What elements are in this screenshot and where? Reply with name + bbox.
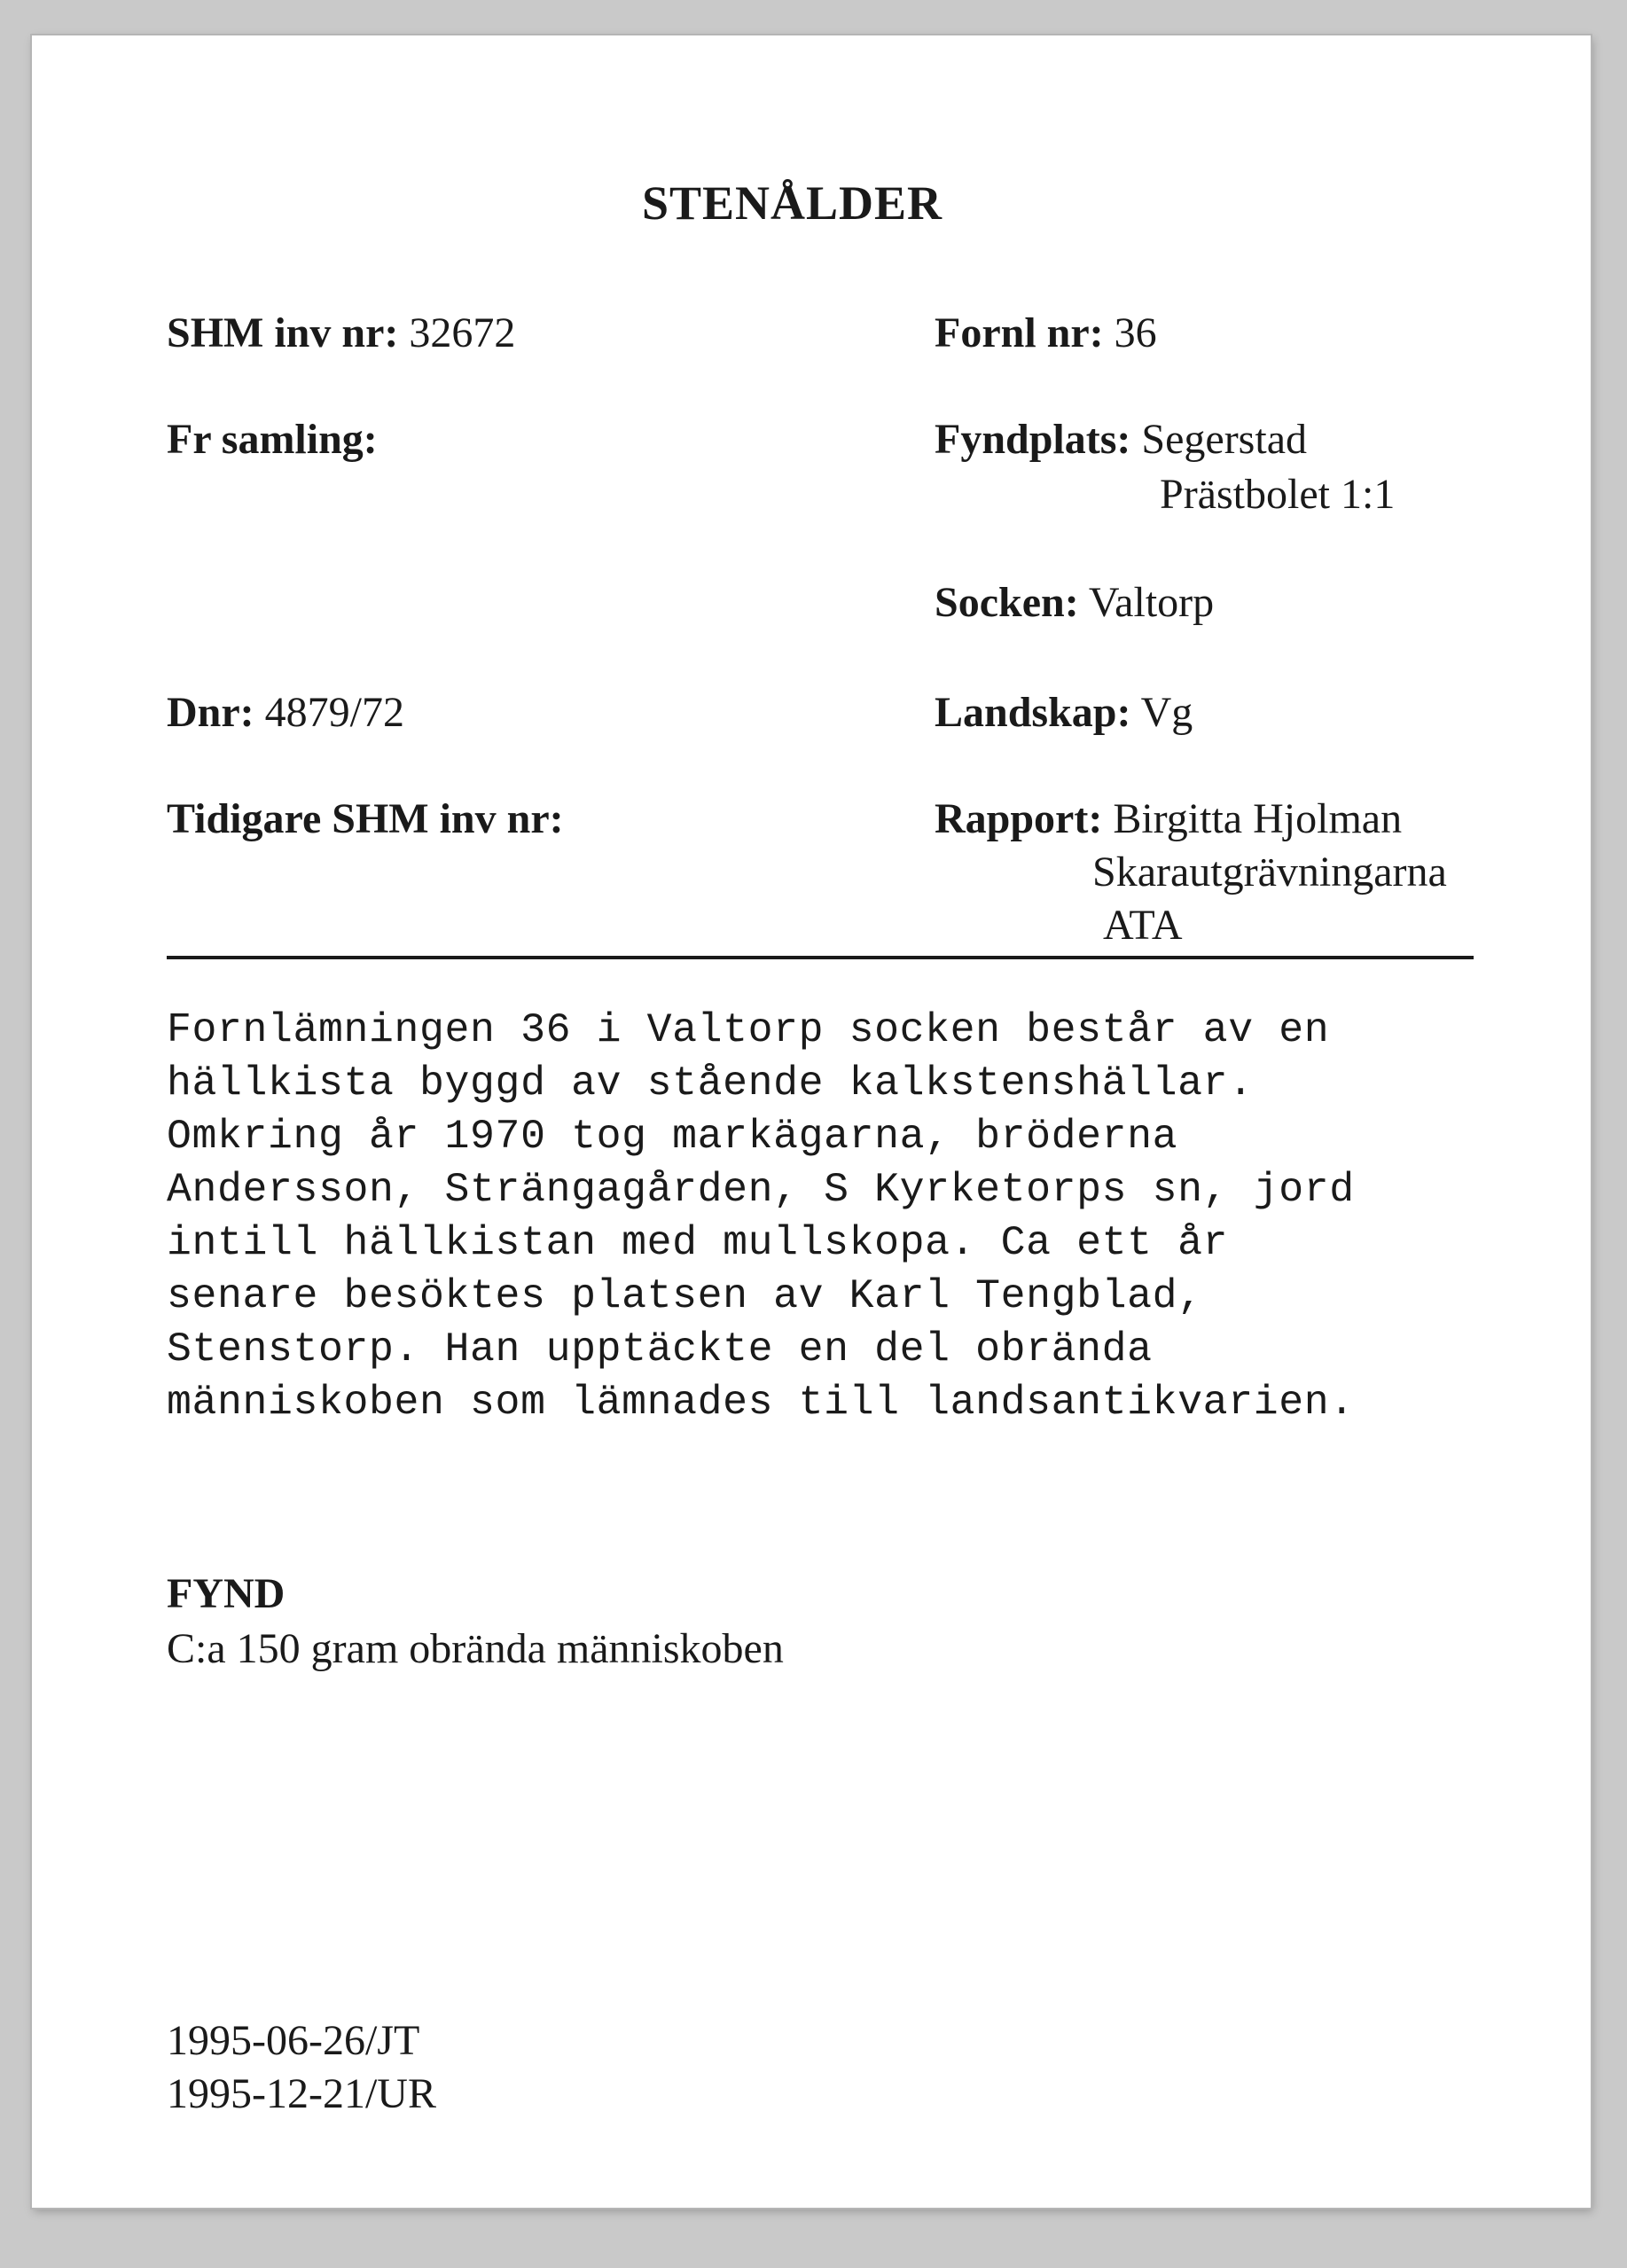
fyndplats-field: [935, 415, 1307, 464]
landskap-field: [935, 688, 1193, 737]
rapport-value: Birgitta Hjolman: [1113, 795, 1403, 842]
shm-inv-label: SHM inv nr:: [167, 309, 399, 356]
description-text: Fornlämningen 36 i Valtorp socken består av en hällkista byggd av stående kalkstenshällar. Omkring år 1970 tog markägarna, bröderna Andersson, Strängagården, S Kyrketorps sn, jord intill hällkistan med mullskopa. Ca ett år senare besöktes platsen av Karl Tengblad, Stenstorp. Han upptäckte en del obrända människoben som lämnades till landsantikvarien.: [167, 1006, 1355, 1426]
shm-inv-field: [167, 309, 515, 357]
dnr-field: [167, 688, 404, 737]
dnr-value: 4879/72: [264, 689, 404, 736]
fr-samling-label: Fr samling:: [167, 416, 378, 463]
rapport-field: [935, 794, 1402, 843]
fyndplats-line2: Prästbolet 1:1: [1160, 471, 1396, 518]
fornl-value: 36: [1114, 309, 1157, 356]
catalog-card: [32, 35, 1591, 2208]
rapport-line2: Skarautgrävningarna: [1092, 849, 1447, 895]
socken-label: Socken:: [935, 579, 1079, 626]
fornl-field: [935, 309, 1157, 357]
fyndplats-label: Fyndplats:: [935, 416, 1131, 463]
date-entry: 1995-06-26/JT: [167, 2017, 420, 2064]
tidigare-field: [167, 794, 564, 843]
rapport-label: Rapport:: [935, 795, 1103, 842]
landskap-label: Landskap:: [935, 689, 1131, 736]
fyndplats-value: Segerstad: [1141, 416, 1307, 463]
fornl-label: Fornl nr:: [935, 309, 1104, 356]
fr-samling-field: [167, 415, 378, 464]
card-title: STENÅLDER: [641, 176, 943, 230]
tidigare-label: Tidigare SHM inv nr:: [167, 795, 564, 842]
date-entry: 1995-12-21/UR: [167, 2070, 436, 2117]
shm-inv-value: 32672: [409, 309, 516, 356]
landskap-value: Vg: [1140, 689, 1193, 736]
fynd-text: C:a 150 gram obrända människoben: [167, 1625, 784, 1672]
divider-line: [167, 956, 1474, 959]
rapport-line3: ATA: [1103, 902, 1183, 949]
socken-field: [935, 578, 1214, 627]
fynd-heading: FYND: [167, 1570, 286, 1617]
socken-value: Valtorp: [1088, 579, 1215, 626]
dnr-label: Dnr:: [167, 689, 254, 736]
